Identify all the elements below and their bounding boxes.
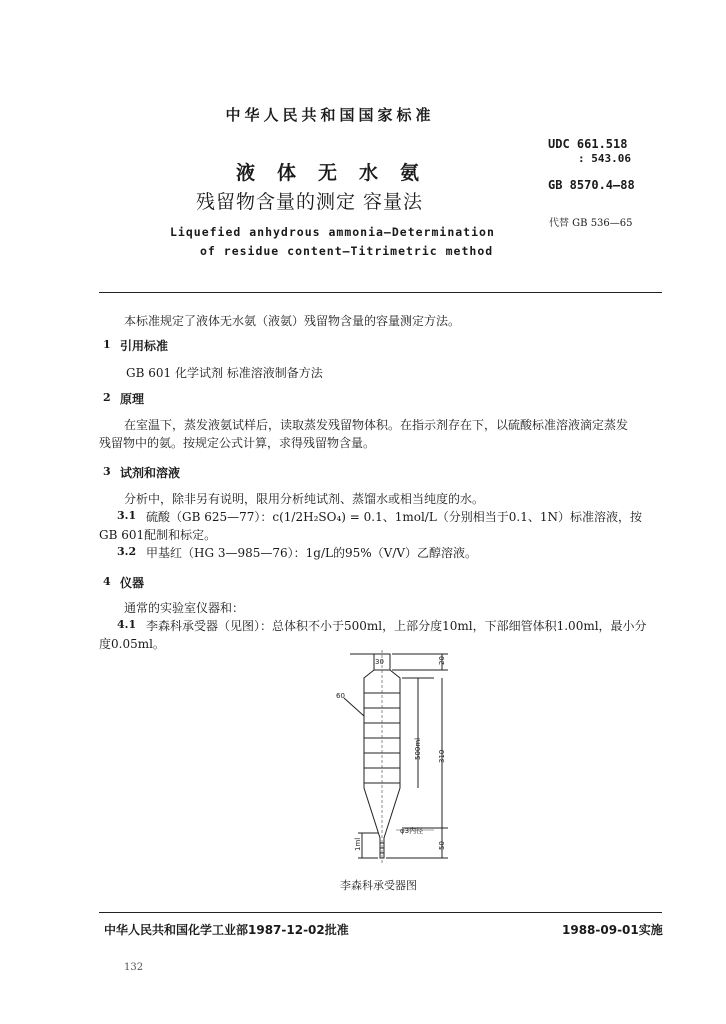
item-4-1-line1: 李森科承受器（见图）：总体积不小于500ml，上部分度10ml，下部细管体积1.00ml，最小分 — [146, 619, 647, 633]
gb-code: GB 8570.4—88 — [548, 178, 635, 192]
section-1-title: 引用标准 — [120, 339, 169, 353]
udc-code-sub: : 543.06 — [578, 152, 631, 165]
footer-divider — [99, 912, 662, 913]
label-bottom-height: 50 — [438, 841, 446, 850]
label-body-diameter: 60 — [336, 692, 345, 700]
section-3-title: 试剂和溶液 — [120, 466, 181, 480]
section-3-text: 分析中，除非另有说明，限用分析纯试剂、蒸馏水或相当纯度的水。 — [124, 492, 485, 506]
document-title-line2: 残留物含量的测定 容量法 — [196, 191, 424, 213]
section-2-title: 原理 — [120, 392, 145, 406]
label-volume: 500ml — [414, 737, 422, 760]
section-1-number: 1 — [103, 338, 111, 351]
replaces-standard: 代替 GB 536—65 — [549, 218, 633, 229]
item-3-1-line2: GB 601配制和标定。 — [99, 528, 217, 542]
item-3-2-text: 甲基红（HG 3—985—76）：1g/L的95%（V/V）乙醇溶液。 — [146, 546, 478, 560]
page-number: 132 — [124, 962, 144, 973]
section-2-number: 2 — [103, 391, 111, 404]
section-2-text-line1: 在室温下，蒸发液氨试样后，读取蒸发残留物体积。在指示剂存在下，以硫酸标准溶液滴定蒸发 — [124, 418, 629, 432]
item-3-1-line1: 硫酸（GB 625—77）：c(1/2H₂SO₄) = 0.1、1mol/L（分别相当于0.1、1N）标准溶液，按 — [146, 510, 643, 524]
effective-date: 1988-09-01实施 — [562, 923, 663, 937]
header-divider — [99, 292, 662, 293]
label-top-height: 20 — [438, 656, 446, 665]
label-body-height: 310 — [438, 749, 446, 763]
item-4-1-line2: 度0.05ml。 — [99, 637, 165, 651]
item-3-1-number: 3.1 — [117, 509, 137, 522]
english-title-line2: of residue content—Titrimetric method — [200, 244, 494, 258]
section-4-number: 4 — [103, 575, 111, 588]
standard-category-title: 中华人民共和国国家标准 — [225, 106, 435, 124]
section-3-number: 3 — [103, 465, 111, 478]
issuer-text: 中华人民共和国化学工业部1987-12-02批准 — [104, 923, 349, 937]
section-4-title: 仪器 — [120, 576, 145, 590]
receiver-body — [364, 670, 400, 858]
lisenko-receiver-figure — [330, 648, 470, 868]
intro-text: 本标准规定了液体无水氨（液氨）残留物含量的容量测定方法。 — [124, 314, 461, 328]
figure-caption: 李森科承受器图 — [340, 879, 417, 892]
label-tube-volume: 1ml — [354, 837, 362, 851]
udc-code: UDC 661.518 — [548, 137, 628, 151]
item-3-2-number: 3.2 — [117, 545, 137, 558]
english-title-line1: Liquefied anhydrous ammonia—Determination — [170, 225, 495, 239]
section-4-text: 通常的实验室仪器和： — [124, 601, 245, 615]
document-title-line1: 液体无水氨 — [236, 162, 442, 184]
section-1-text: GB 601 化学试剂 标准溶液制备方法 — [126, 366, 323, 380]
section-2-text-line2: 残留物中的氨。按规定公式计算，求得残留物含量。 — [99, 436, 376, 450]
item-4-1-number: 4.1 — [117, 618, 137, 631]
label-top-width: 30 — [375, 658, 384, 666]
label-tube-diameter: φ3内径 — [400, 827, 424, 835]
